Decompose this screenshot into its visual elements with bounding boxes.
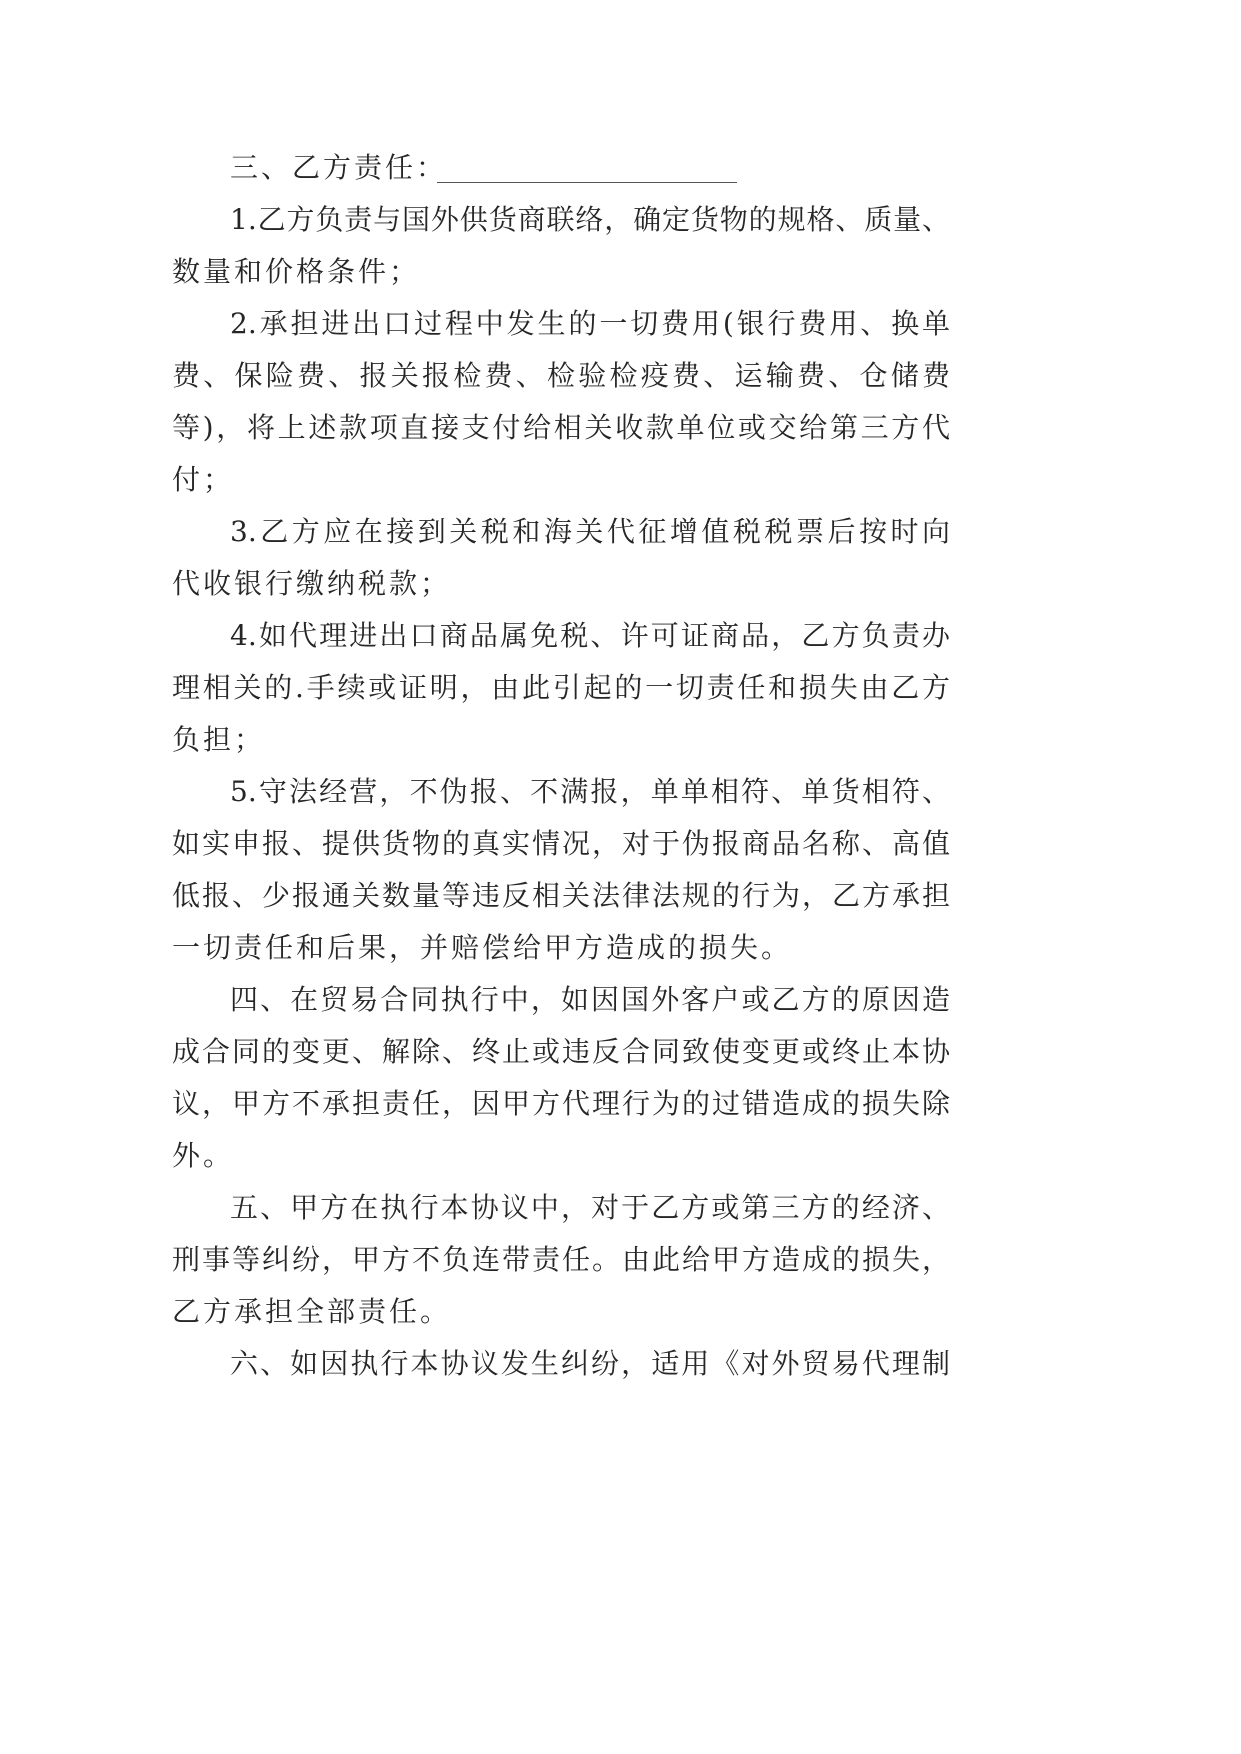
paragraph-clause-1: [172, 194, 950, 298]
paragraph-line: [172, 142, 950, 194]
paragraph-line: 费、保险费、报关报检费、检验检疫费、运输费、仓储费: [172, 359, 950, 392]
paragraph-line: 议，甲方不承担责任，因甲方代理行为的过错造成的损失除: [172, 1087, 950, 1120]
paragraph-line: 1.乙方负责与国外供货商联络，确定货物的规格、质量、: [230, 203, 950, 236]
paragraph-line: 代收银行缴纳税款；: [172, 567, 452, 600]
paragraph-clause-3: [172, 506, 950, 610]
paragraph-line: 2.承担进出口过程中发生的一切费用(银行费用、换单: [230, 307, 950, 340]
paragraph-line: 四、在贸易合同执行中，如因国外客户或乙方的原因造: [230, 983, 950, 1016]
fill-in-blank: [437, 152, 737, 183]
paragraph-line: 数量和价格条件；: [172, 255, 421, 288]
paragraph-clause-4: [172, 610, 950, 766]
paragraph-line: 刑事等纠纷，甲方不负连带责任。由此给甲方造成的损失，: [172, 1243, 950, 1276]
paragraph-line: 一切责任和后果，并赔偿给甲方造成的损失。: [172, 931, 793, 964]
paragraph-line: 理相关的.手续或证明，由此引起的一切责任和损失由乙方: [172, 671, 950, 704]
paragraph-line: 付；: [172, 463, 235, 496]
paragraph-line: 六、如因执行本协议发生纠纷，适用《对外贸易代理制: [230, 1347, 950, 1380]
paragraph-line: 如实申报、提供货物的真实情况，对于伪报商品名称、高值: [172, 827, 950, 860]
paragraph-line: 3.乙方应在接到关税和海关代征增值税税票后按时向: [230, 515, 950, 548]
paragraph-section-5: [172, 1182, 950, 1338]
paragraph-line: 外。: [172, 1139, 235, 1172]
paragraph-party-b-responsibility-heading: [172, 142, 950, 194]
paragraph-line: 乙方承担全部责任。: [172, 1295, 452, 1328]
paragraph-line: 5.守法经营，不伪报、不满报，单单相符、单货相符、: [230, 775, 950, 808]
paragraph-section-4: [172, 974, 950, 1182]
paragraph-line: 4.如代理进出口商品属免税、许可证商品，乙方负责办: [230, 619, 950, 652]
paragraph-clause-2: [172, 298, 950, 506]
paragraph-line: 成合同的变更、解除、终止或违反合同致使变更或终止本协: [172, 1035, 950, 1068]
paragraph-line: 五、甲方在执行本协议中，对于乙方或第三方的经济、: [230, 1191, 950, 1224]
paragraph-line: 低报、少报通关数量等违反相关法律法规的行为，乙方承担: [172, 879, 950, 912]
document-body: [172, 142, 950, 1390]
paragraph-section-6: [172, 1338, 950, 1390]
paragraph-line: 负担；: [172, 723, 266, 756]
paragraph-clause-5: [172, 766, 950, 974]
paragraph-line: 等)，将上述款项直接支付给相关收款单位或交给第三方代: [172, 411, 950, 444]
heading-text: 三、乙方责任：: [230, 151, 448, 184]
